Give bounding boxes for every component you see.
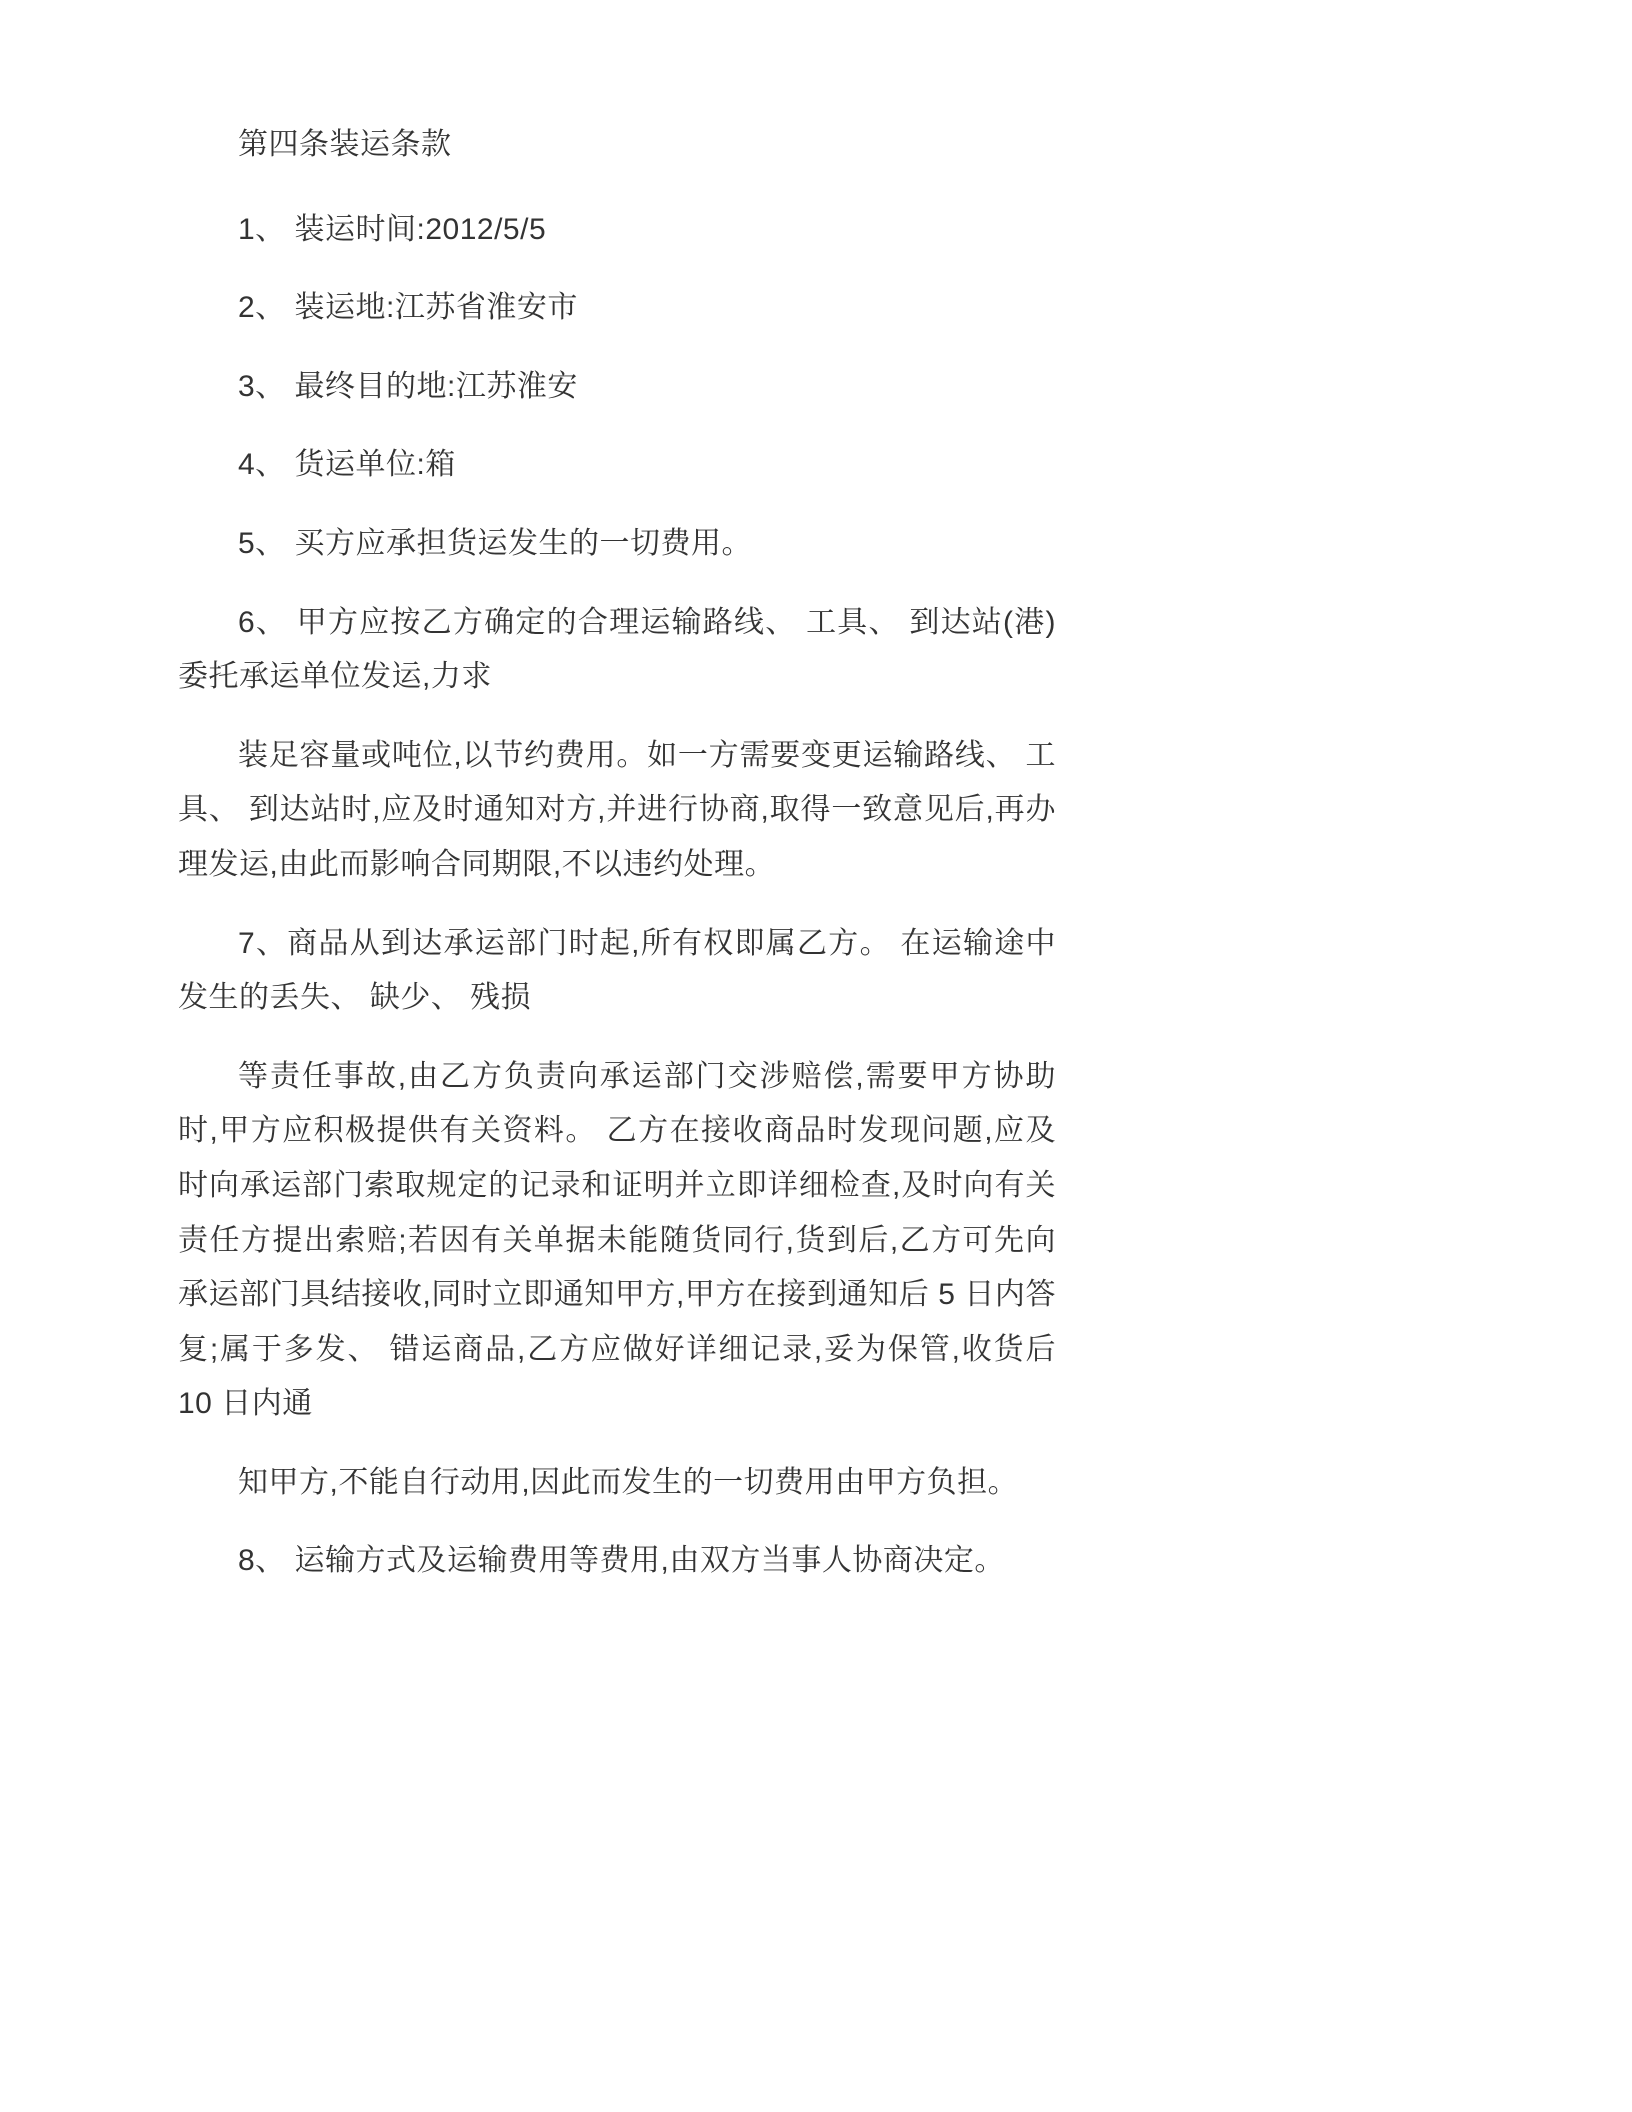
clause-item-6: 6、 甲方应按乙方确定的合理运输路线、 工具、 到达站(港)委托承运单位发运,力求 bbox=[178, 605, 1056, 694]
clause-7-continuation: 等责任事故,由乙方负责向承运部门交涉赔偿,需要甲方协助时,甲方应积极提供有关资料。 乙方在接收商品时发现问题,应及时向承运部门索取规定的记录和证明并立即详细检查,及时向有关责任方提出索赔;若因有关单据未能随货同行,货到后,乙方可先向承运部门具结接收,同时立即通知甲方,甲方在接到通知后 5 日内答复;属于多发、 错运商品,乙方应做好详细记录,妥为保管,收货后 10 日内通 bbox=[178, 1059, 1056, 1421]
clause-item-5: 5、 买方应承担货运发生的一切费用。 bbox=[238, 526, 753, 560]
clause-7-continuation-2: 知甲方,不能自行动用,因此而发生的一切费用由甲方负担。 bbox=[238, 1465, 1019, 1499]
clause-item-1: 1、 装运时间:2012/5/5 bbox=[238, 212, 547, 246]
clause-item-3: 3、 最终目的地:江苏淮安 bbox=[238, 369, 578, 403]
clause-6-continuation: 装足容量或吨位,以节约费用。如一方需要变更运输路线、 工具、 到达站时,应及时通知对方,并进行协商,取得一致意见后,再办理发运,由此而影响合同期限,不以违约处理。 bbox=[178, 738, 1056, 881]
clause-item-2: 2、 装运地:江苏省淮安市 bbox=[238, 291, 578, 325]
clause-item-7: 7、商品从到达承运部门时起,所有权即属乙方。 在运输途中发生的丢失、 缺少、 残损 bbox=[178, 926, 1056, 1015]
article-heading: 第四条装运条款 bbox=[238, 128, 452, 161]
clause-item-8: 8、 运输方式及运输费用等费用,由双方当事人协商决定。 bbox=[238, 1544, 1005, 1578]
clause-item-4: 4、 货运单位:箱 bbox=[238, 448, 456, 482]
document-content bbox=[178, 118, 1056, 1589]
